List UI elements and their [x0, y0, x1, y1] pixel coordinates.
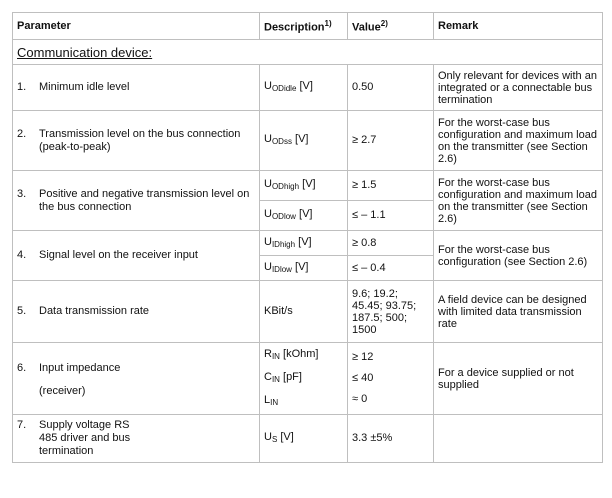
remark-cell: Only relevant for devices with an integrated or a connectable bus termination [434, 65, 603, 111]
symbol-subscript: ODlow [271, 212, 296, 221]
value-cell: ≤ – 1.1 [348, 201, 434, 231]
parameter-cell [13, 415, 260, 463]
remark-cell: For the worst-case bus configuration and maximum load on the transmitter (see Section 2.6) [434, 111, 603, 171]
parameter-cell [13, 231, 260, 281]
parameter-name: Supply voltage RS 485 driver and bus termination [39, 419, 131, 457]
parameter-table [12, 12, 603, 463]
value-line: ≈ 0 [352, 393, 368, 405]
description-line [264, 390, 343, 413]
parameter-cell [13, 343, 260, 415]
header-row [13, 13, 603, 40]
section-title: Communication device: [13, 40, 603, 65]
remark-cell: For a device supplied or not supplied [434, 343, 603, 415]
parameter-name: Minimum idle level [39, 81, 130, 93]
value-cell [348, 343, 434, 415]
symbol-subscript: IDlow [271, 264, 292, 274]
symbol: L [264, 394, 271, 406]
header-parameter: Parameter [13, 13, 260, 40]
header-description [260, 13, 348, 40]
table-row [13, 343, 603, 415]
parameter-name: Positive and negative transmission level on the bus connection [39, 187, 250, 213]
header-description-note: 1) [324, 19, 332, 29]
unit: [V] [291, 260, 309, 273]
description-cell [260, 415, 348, 463]
row-number: 3. [17, 187, 27, 200]
value-cell: 3.3 ±5% [348, 415, 434, 463]
row-number: 6. [17, 361, 27, 374]
parameter-name: Transmission level on the bus connection (peak-to-peak) [39, 127, 241, 153]
symbol: C [264, 371, 272, 383]
header-remark: Remark [434, 13, 603, 40]
unit: [pF] [279, 371, 302, 383]
value-cell: ≥ 2.7 [348, 111, 434, 171]
unit: [V] [296, 80, 313, 92]
description-cell [260, 343, 348, 415]
value-line: ≤ 40 [352, 372, 374, 384]
table-row [13, 111, 603, 171]
symbol-subscript: ODidle [271, 84, 297, 93]
parameter-cell [13, 171, 260, 231]
parameter-name: Input impedance [39, 361, 121, 374]
remark-cell: For the worst-case bus configuration and maximum load on the transmitter (see Section 2.6) [434, 171, 603, 231]
unit: [V] [277, 431, 294, 443]
row-number: 7. [17, 419, 27, 431]
row-number: 4. [17, 249, 27, 261]
remark-cell: A field device can be designed with limited data transmission rate [434, 281, 603, 343]
parameter-cell [13, 281, 260, 343]
section-row [13, 40, 603, 65]
value-cell: ≤ – 0.4 [348, 256, 434, 281]
description-cell [260, 231, 348, 256]
table-row [13, 231, 603, 256]
table-row [13, 415, 603, 463]
remark-cell [434, 415, 603, 463]
row-number: 2. [17, 127, 27, 140]
description-line [264, 367, 343, 390]
unit: [kOhm] [279, 348, 319, 360]
symbol: U [264, 260, 272, 273]
header-value [348, 13, 434, 40]
parameter-cell [13, 111, 260, 171]
parameter-cell [13, 65, 260, 111]
description-cell: KBit/s [260, 281, 348, 343]
value-cell: ≥ 0.8 [348, 231, 434, 256]
symbol-subscript: IN [270, 398, 279, 407]
symbol: U [264, 235, 272, 248]
value-line: ≥ 12 [352, 351, 374, 363]
symbol: U [264, 80, 272, 92]
value-cell: ≥ 1.5 [348, 171, 434, 201]
symbol-subscript: IDhigh [271, 239, 296, 249]
symbol-subscript: IN [271, 352, 280, 361]
header-description-label: Description [264, 21, 325, 34]
row-number: 5. [17, 305, 27, 317]
symbol-subscript: ODss [271, 137, 292, 146]
table-row [13, 65, 603, 111]
symbol-subscript: ODhigh [271, 182, 300, 191]
symbol: U [264, 133, 272, 145]
description-cell [260, 256, 348, 281]
symbol: U [264, 431, 272, 443]
table-row [13, 281, 603, 343]
description-cell [260, 201, 348, 231]
unit: [V] [295, 208, 313, 220]
symbol: R [264, 348, 272, 360]
value-cell: 0.50 [348, 65, 434, 111]
symbol: U [264, 178, 272, 190]
description-cell [260, 65, 348, 111]
description-cell [260, 111, 348, 171]
parameter-name: Data transmission rate [39, 305, 150, 317]
unit: [V] [299, 178, 316, 190]
header-value-label: Value [352, 21, 381, 34]
unit: [V] [291, 133, 309, 145]
row-number: 1. [17, 81, 27, 93]
symbol: U [264, 208, 272, 220]
unit: [V] [295, 235, 312, 248]
symbol-subscript: S [271, 435, 278, 444]
symbol-subscript: IN [271, 375, 280, 384]
parameter-name: Signal level on the receiver input [39, 249, 198, 261]
description-line [264, 344, 343, 367]
description-cell [260, 171, 348, 201]
remark-cell: For the worst-case bus configuration (see Section 2.6) [434, 231, 603, 281]
table-row [13, 171, 603, 201]
value-cell: 9.6; 19.2; 45.45; 93.75; 187.5; 500; 1500 [348, 281, 434, 343]
parameter-note: (receiver) [39, 384, 86, 397]
header-value-note: 2) [380, 19, 388, 29]
